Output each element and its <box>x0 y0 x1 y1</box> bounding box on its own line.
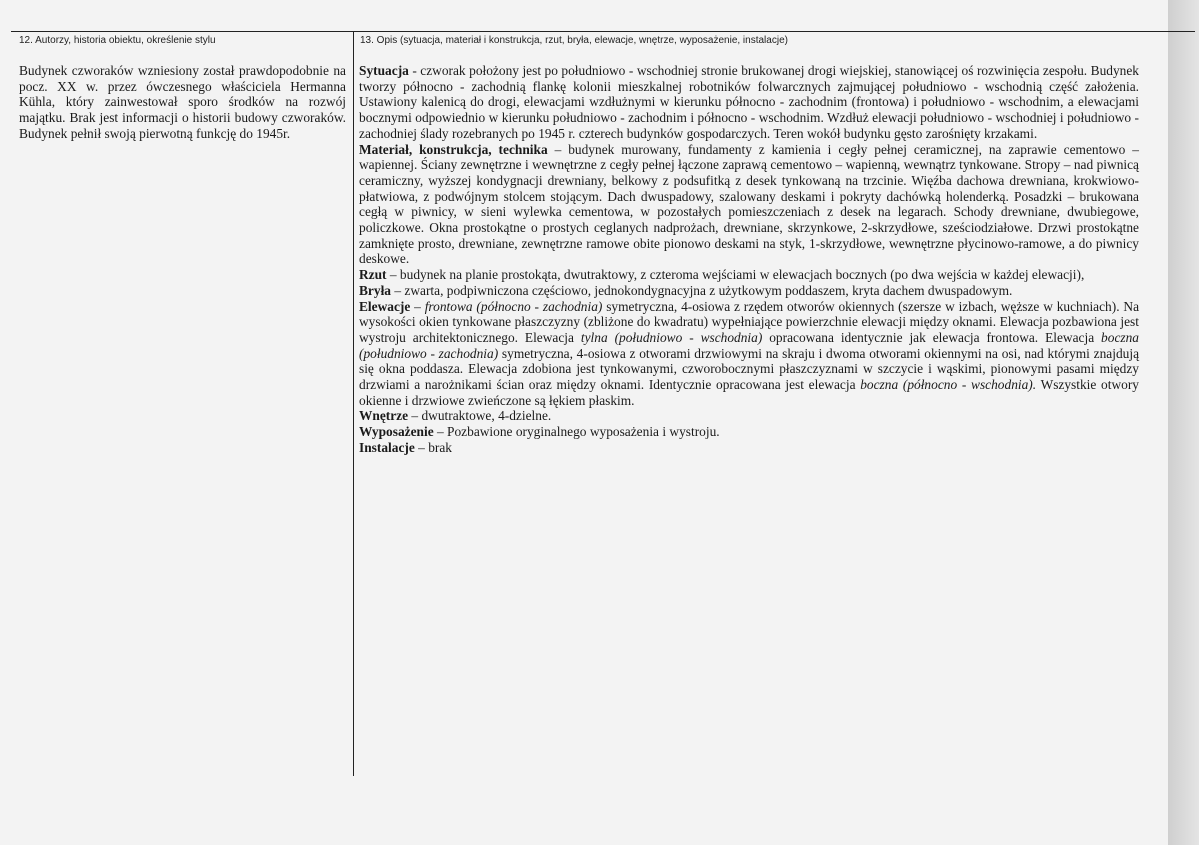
italic-elewacja-boczna-pd-zach: boczna (południowo - zachodnia) <box>359 329 1139 361</box>
text-instalacje: – brak <box>414 439 452 455</box>
label-wyposazenie: Wyposażenie <box>359 424 434 440</box>
paragraph-sytuacja <box>359 63 1139 142</box>
label-bryla: Bryła <box>359 282 391 298</box>
history-text: Budynek czworaków wzniesiony został prawdopodobnie na pocz. XX w. przez ówczesnego właściciela Hermanna Kühla, który zainwestował sporo środków na rozwój majątku. Brak jest informacji o historii budowy czworaków. Budynek pełnił swoją pierwotną funkcję do 1945r. <box>19 63 346 141</box>
section-12-header: 12. Autorzy, historia obiektu, określenie stylu <box>19 35 216 46</box>
text-elewacje-5: Wszystkie otwory okienne i drzwiowe zwieńczone są łękiem płaskim. <box>359 377 1139 408</box>
paragraph-wyposazenie <box>359 424 1139 440</box>
scanner-background <box>1168 0 1199 845</box>
paragraph-elewacje <box>359 299 1139 409</box>
text-wyposazenie: – Pozbawione oryginalnego wyposażenia i wystroju. <box>433 424 720 440</box>
text-elewacje-4: symetryczna, 4-osiowa z otworami drzwiowymi na skraju i dwoma otworami okiennymi na osi, nad którymi znajdują się okna poddasza. Elewacja zdobiona jest tynkowanymi, czworobocznymi płaszczyznami w szczycie i wąskimi, pionowymi pasami między drzwiami a narożnikami ścian oraz między oknami. Identycznie opracowana jest elewacja <box>359 345 1140 393</box>
label-instalacje: Instalacje <box>359 439 415 455</box>
label-sytuacja: Sytuacja <box>359 63 409 78</box>
text-wnetrze: – dwutraktowe, 4-dzielne. <box>408 408 552 424</box>
text-elewacje-3: opracowana identycznie jak elewacja frontowa. Elewacja <box>762 329 1102 345</box>
label-elewacje: Elewacje <box>359 298 411 314</box>
column-divider-vertical <box>353 31 354 776</box>
description-column <box>359 63 1139 456</box>
paragraph-wnetrze <box>359 408 1139 424</box>
text-material: – budynek murowany, fundamenty z kamienia i cegły pełnej ceramicznej, na zaprawie cementowo – wapiennej. Ściany zewnętrzne i wewnętrzne z cegły pełnej łączone zaprawą cementowo – wapienną, wewnątrz tynkowane. Stropy – nad piwnicą ceramiczny, wyższej kondygnacji drewniany, belkowy z podsufitką z desek tynkowaną na trzcinie. Więźba dachowa drewniana, krokwiowo-płatwiowa, z podwójnym stolcem stojącym. Dach dwuspadowy, szalowany deskami i pokryty dachówką holenderką. Posadzki – brukowana cegłą w piwnicy, w sieni wylewka cementowa, w pozostałych pomieszczeniach z desek na legarach. Schody drewniane, dwubiegowe, policzkowe. Okna prostokątne o prostych ceglanych nadprożach, drewniane, skrzynkowe, 2-skrzydłowe, sześciodziałowe. Drzwi prostokątne zamknięte prosto, drewniane, zewnętrzne ramowe obite pionowo deskami na styk, 1-skrzydłowe, wewnętrzne płycinowo-ramowe, a do piwnicy deskowe. <box>359 141 1139 267</box>
history-column <box>19 63 346 142</box>
label-material: Materiał, konstrukcja, technika <box>359 141 548 157</box>
italic-elewacja-tylna: tylna (południowo - wschodnia) <box>580 329 763 345</box>
paragraph-instalacje <box>359 440 1139 456</box>
text-elewacje-2: symetryczna, 4-osiowa z rzędem otworów okiennych (szersze w izbach, węższe w kuchniach). Na wysokości okien tynkowane płaszczyzny (zbliżone do kwadratu) wypełniające powierzchnie elewacji między oknami. Elewacja pozbawiona jest wystroju architektonicznego. Elewacja <box>359 298 1140 345</box>
text-bryla: – zwarta, podpiwniczona częściowo, jednokondygnacyjna z użytkowym poddaszem, kryta dachem dwuspadowym. <box>391 282 1013 298</box>
text-elewacje-1: – <box>410 298 425 314</box>
header-divider-horizontal <box>11 31 1195 32</box>
label-rzut: Rzut <box>359 267 387 283</box>
text-rzut: – budynek na planie prostokąta, dwutraktowy, z czteroma wejściami w elewacjach bocznych (po dwa wejścia w każdej elewacji), <box>386 267 1085 283</box>
paragraph-bryla <box>359 283 1139 299</box>
label-wnetrze: Wnętrze <box>359 408 409 424</box>
section-13-header: 13. Opis (sytuacja, materiał i konstrukcja, rzut, bryła, elewacje, wnętrze, wyposażenie, instalacje) <box>360 35 788 46</box>
text-sytuacja: - czworak położony jest po południowo - wschodniej stronie brukowanej drogi wiejskiej, stanowiącej oś rozwinięcia zespołu. Budynek tworzy północno - zachodnią flankę kolonii mieszkalnej robotników folwarcznych zajmującej południowo - wschodnią część założenia. Ustawiony kalenicą do drogi, elewacjami wzdłużnymi w kierunku północno - zachodnim (frontowa) i południowo - wschodnim, a elewacjami bocznymi odpowiednio w kierunku południowo - zachodnim i północno - wschodnim. Wzdłuż elewacji południowo - wschodniej i południowo - zachodniej ślady rozebranych po 1945 r. czterech budynków gospodarczych. Teren wokół budynku gęsto zarośnięty krzakami. <box>359 63 1139 141</box>
paragraph-material <box>359 142 1139 268</box>
paragraph-rzut <box>359 267 1139 283</box>
italic-elewacja-frontowa: frontowa (północno - zachodnia) <box>424 298 603 314</box>
italic-elewacja-boczna-pn-wsch: boczna (północno - wschodnia). <box>860 377 1037 393</box>
